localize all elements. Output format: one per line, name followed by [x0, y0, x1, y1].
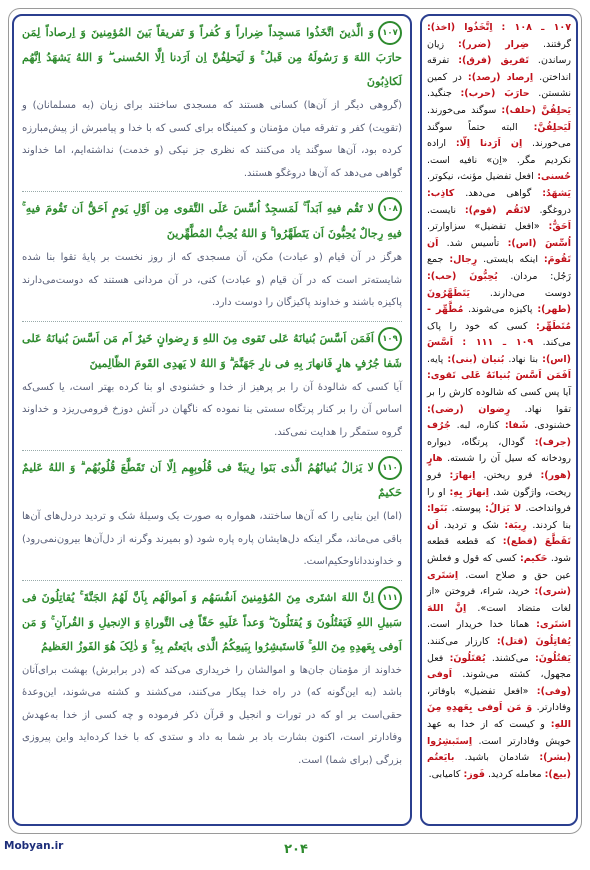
glossary-term: اِنهارَ بِهِ:	[449, 486, 489, 498]
glossary-meaning: البته حتماً سوگند می‌خورند.	[427, 121, 572, 150]
verses-panel	[12, 14, 412, 826]
verse-arabic	[22, 326, 402, 375]
glossary-meaning: «افعل تفضیل» سزاوارتر.	[427, 221, 540, 233]
verse-translation: خداوند از مؤمنان جان‌ها و اموالشان را خریداری می‌کند که (در برابرش) بهشت برای‌آنان باشد (به این‌گونه که) در راه خدا پیکار می‌کنند، می‌کشند و کشته می‌شوند، این‌وعدهٔ حقی‌است بر او که در تورات و انجیل و قرآن ذکر فرموده و چه کسی از خدا به‌عهدش وفادارتر است، اکنون بشارت باد بر شما به داد و ستدی که با خدا کرده‌اید واین پیروزی بزرگی (برای شما) است.	[22, 664, 402, 766]
glossary-term: یُقاتِلُونَ (قتل):	[496, 635, 571, 647]
verse-text: اِنَّ اللهَ اشتَری مِنَ المُؤمِنینَ اَنفُسَهُم وَ اَموالَهُم بِاَنَّ لَهُمُ الجَنَّةَ ۚ یُقاتِلُونَ فی سَبیلِ اللهِ فَیَقتُلُونَ وَ یُقتَلُونَ ۖ وَعداً عَلَیهِ حَقّاً فِی التَّوراةِ وَ الاِنجیلِ وَ القُرآنِ ۚ وَ مَن اَوفی بِعَهدِهِ مِنَ اللهِ ۚ فَاستَبشِرُوا بِبَیعِکُمُ الَّذی بایَعتُم بِهِ ۚ وَ ذٰلِکَ هُوَ الفَوزُ العَظیمُ	[22, 589, 402, 653]
verse-arabic	[22, 20, 402, 93]
glossary-term: هارٍ (هور):	[427, 453, 571, 482]
site-watermark: Mobyan.ir	[4, 840, 64, 852]
glossary-meaning: گرفتند.	[542, 38, 571, 50]
glossary-meaning: بنا نهاد.	[508, 353, 539, 365]
verse-arabic	[22, 196, 402, 245]
glossary-term: اَحَقُّ:	[548, 221, 571, 233]
verse-number-badge: ۱۰۹	[378, 327, 402, 351]
glossary-term: اَن تَقُومَ:	[427, 237, 571, 266]
glossary-meaning: می‌کشند.	[491, 652, 529, 664]
glossary-term: یَشهَدُ:	[542, 187, 571, 199]
glossary-meaning: «افعل تفضیل» باوفاتر، وفادارتر.	[427, 685, 571, 714]
glossary-meaning: کسی که خود را پاک می‌کند.	[427, 320, 571, 349]
glossary-meaning: اراده نکردیم مگر. «اِن» نافیه است.	[427, 138, 571, 166]
glossary-meaning: که قطعه قطعه شود.	[427, 536, 571, 564]
glossary-meaning: بنا کردند.	[532, 519, 571, 531]
glossary-term: اِستَبشِرُوا (بشر):	[427, 735, 571, 764]
verse-translation: (گروهی دیگر از آن‌ها) کسانی هستند که مسجدی ساختند برای زیان (به مسلمانان) و (تقویت) کفر و تفرقه میان مؤمنان و کمینگاه برای کسی که با خدا و پیامبرش از پیش‌مبارزه کرده بود، آن‌ها سوگند یاد می‌کنند که نظری جز نیکی (و خدمت) نداشته‌ایم، اما خداوند گواهی می‌دهد که آن‌ها دروغگو هستند.	[22, 100, 402, 179]
glossary-term: فَوز:	[463, 768, 485, 780]
glossary-meaning: دوست می‌دارند.	[489, 287, 571, 299]
glossary-meaning: کسی که قول و فعلش عین حق و صلاح است.	[427, 553, 571, 581]
glossary-term: ۱۰۹ ـ ۱۱۱ :	[462, 337, 534, 349]
glossary-term: اِن اَرَدنا اِلّا:	[455, 138, 523, 150]
divider	[22, 580, 402, 581]
glossary-meaning: افعل تفضیل مؤنث، نیکوتر.	[427, 171, 534, 183]
glossary-meaning: تفرقه انداختن.	[427, 55, 572, 83]
glossary-term: اِشتَری (شری):	[427, 569, 571, 598]
divider	[22, 191, 402, 192]
glossary-meaning: او را فروانداخت.	[427, 486, 571, 515]
verse-text: لا تَقُم فیهِ اَبَداً ۚ لَمَسجِدٌ اُسِّسَ عَلَی التَّقوی مِن اَوَّلِ یَومٍ اَحَقُّ اَن تَقُومَ فیهِ ۚ فیهِ رِجالٌ یُحِبُّونَ اَن یَتَطَهَّرُوا ۚ وَ اللهُ یُحِبُّ المُطَّهِّرینَ	[22, 201, 402, 240]
glossary-meaning: و کیست که از خدا به عهد خویش وفادارتر است.	[427, 718, 571, 747]
glossary-meaning: جنگید.	[427, 88, 452, 100]
glossary-term: اِنهارَ:	[449, 470, 476, 482]
glossary-meaning: شک و تردید.	[443, 519, 499, 531]
glossary-meaning: اینکه بایستی.	[483, 254, 538, 266]
glossary-meaning: تأسیس شد.	[446, 237, 500, 249]
glossary-meaning: فرو ریخت، واژگون شد.	[427, 470, 571, 498]
glossary-term: اِرصاد (رصد):	[467, 71, 534, 83]
glossary-meaning: معامله کردید.	[487, 768, 542, 780]
glossary-term: شَفا:	[504, 420, 529, 432]
glossary-term: حُسنی:	[537, 171, 571, 183]
glossary-meaning: فعل مجهول، کشته می‌شوند.	[427, 652, 571, 681]
glossary-term: لَیَحلِفُنَّ:	[533, 121, 571, 133]
glossary-meaning: خرید، شراء، فروختن «از لغات متضاد است».	[427, 586, 571, 614]
verse-number-badge: ۱۰۸	[378, 197, 402, 221]
glossary-meaning: همانا خدا خریدار است.	[427, 619, 530, 631]
glossary-meaning: زیان رساندن.	[427, 38, 571, 67]
glossary-meaning: در کمین نشستن.	[427, 71, 571, 100]
divider	[22, 321, 402, 322]
verse-text: اَفَمَن اَسَّسَ بُنیانَهُ عَلی تَقوی مِنَ اللهِ وَ رِضوانٍ خَیرٌ اَم مَن اَسَّسَ بُنیانَهُ عَلی شَفا جُرُفٍ هارٍ فَانهارَ بِهِ فی نارِ جَهَنَّمَ ۗ وَ اللهُ لا یَهدِی القَومَ الظّالِمینَ	[22, 330, 402, 370]
glossary-term: اِتَّخَذُوا (اخذ):	[427, 22, 493, 33]
verse-translation: (اما) این بنایی را که آن‌ها ساختند، همواره به صورت یک وسیلهٔ شک و تردید دردل‌های آن‌ها باقی می‌ماند، مگر اینکه دل‌هایشان پاره پاره شود (و بمیرند وگرنه از دل‌آن‌ها بیرون‌نمی‌رود) و خداوندداناوحکیم‌است.	[22, 511, 402, 567]
glossary-meaning: پیوسته.	[451, 503, 481, 515]
glossary-term: ضِرار (ضرر):	[458, 38, 530, 50]
glossary-term: اِنَّ اللهَ اشتَری:	[427, 602, 571, 631]
verse-number-badge: ۱۱۱	[378, 586, 402, 610]
glossary-term: حَکیم:	[519, 553, 548, 564]
glossary-term: یُحِبُّونَ (حب):	[427, 270, 498, 282]
glossary-meaning: گواهی می‌دهد.	[465, 187, 532, 199]
glossary-meaning: گودال، پرتگاه، دیواره رودخانه که سیل آن را شسته.	[427, 436, 571, 465]
glossary-term: یُقتَلُونَ:	[449, 652, 486, 664]
glossary-meaning: شادمان باشید.	[464, 752, 530, 764]
glossary-term: اُسِّسَ (اس):	[507, 237, 571, 249]
glossary-term: اَفَمَن اَسَّسَ بُنیانَهُ عَلی تَقوی:	[427, 370, 571, 382]
glossary-term: لا یَزالُ:	[485, 503, 522, 515]
verse-arabic	[22, 455, 402, 504]
glossary-term: بَنَوا:	[427, 503, 448, 515]
glossary-term: اَن تَقَطَّعَ (قطع):	[427, 519, 571, 548]
glossary-meaning: فرو ریختن.	[483, 470, 533, 482]
glossary-meaning: نایست.	[427, 204, 457, 216]
verse-number-badge: ۱۱۰	[378, 456, 402, 480]
glossary-meaning: کارزار می‌کنند.	[427, 635, 490, 647]
glossary-term: اَوفی (وفی):	[427, 669, 571, 697]
glossary-term: جُرُف (جرف):	[427, 420, 571, 448]
glossary-header: ۱۰۷ ـ ۱۰۸ :	[501, 22, 571, 33]
glossary-panel	[420, 14, 578, 826]
glossary-meaning: جمع رَجُل: مردان.	[427, 254, 571, 282]
verse-text: لا یَزالُ بُنیانُهُمُ الَّذی بَنَوا رِیبَةً فی قُلُوبِهِم اِلّا اَن تَقَطَّعَ قُلُوبُهُم ۗ وَ اللهُ عَلیمٌ حَکیمٌ	[22, 460, 402, 499]
glossary-term: لاتَقُم (قوم):	[464, 204, 531, 216]
glossary-term: کاذِب:	[427, 187, 455, 199]
glossary-term: بایَعتُم (بیع):	[427, 752, 571, 780]
glossary-term: یَقتُلُونَ:	[534, 652, 571, 664]
glossary-meaning: سوگند می‌خورند.	[427, 104, 497, 116]
glossary-term: مُطَّهِّر - مُتَطَهِّر:	[427, 304, 571, 332]
verse-text: وَ الَّذینَ اتَّخَذُوا مَسجِداً ضِراراً وَ کُفراً وَ تَفریقاً بَینَ المُؤمِنینَ وَ اِرصاداً لِمَن حارَبَ اللهَ وَ رَسُولَهُ مِن قَبلُ ۚ وَ لَیَحلِفُنَّ اِن اَرَدنا اِلَّا الحُسنی ۖ وَ اللهُ یَشهَدُ اِنَّهُم لَکاذِبُونَ	[22, 25, 402, 88]
glossary-term: یَتَطَهَّرُونَ (طهر):	[427, 287, 571, 316]
verse-number-badge: ۱۰۷	[378, 21, 402, 45]
glossary-term: رِضوان (رضی):	[427, 403, 511, 415]
glossary-term: رِجال:	[449, 254, 478, 266]
verse-translation: هرگز در آن قیام (و عبادت) مکن، آن مسجدی که از روز نخست بر پایهٔ تقوا بنا شده شایسته‌تر است که در آن قیام (و عبادت) کنی، در آن مردانی هستند که دوست‌می‌دارند پاکیزه باشند و خداوند پاکیزگان را دوست دارد.	[22, 252, 402, 308]
glossary-term: حارَبَ (حرب):	[460, 88, 530, 100]
glossary-term: یَحلِفُنَّ (حلف):	[501, 104, 571, 116]
glossary-term: اَسَّسَ (اس):	[427, 337, 571, 365]
glossary-list	[427, 22, 571, 780]
glossary-meaning: خشنودی.	[534, 420, 571, 432]
glossary-meaning: پایه.	[427, 353, 444, 365]
glossary-term: تَفریق (فرق):	[458, 55, 529, 67]
glossary-meaning: دروغگو.	[539, 204, 571, 216]
glossary-meaning: پاکیزه می‌شوند.	[468, 304, 533, 316]
verse-translation: آیا کسی که شالودهٔ آن را بر پرهیز از خدا و خشنودی او بنا کرده بهتر است، یا کسی‌که اساس آن را بر کنار پرتگاه سستی بنا نموده که ناگهان در آتش دوزخ فرومی‌ریزد و خداوند گروه ستمگر را هدایت نمی‌کند.	[22, 381, 402, 438]
glossary-term: بُنیان (بنی):	[447, 353, 505, 365]
glossary-meaning: آیا پس کسی که شالوده کارش را بر تقوا نهاد.	[427, 387, 571, 415]
glossary-meaning: کامیابی.	[428, 768, 461, 780]
verse-arabic	[22, 585, 402, 658]
glossary-term: رِیبَة:	[504, 519, 527, 531]
glossary-term: وَ مَن اَوفی بِعَهدِهِ مِنَ اللهِ:	[427, 702, 571, 730]
divider	[22, 450, 402, 451]
glossary-meaning: کناره، لبه.	[456, 420, 500, 432]
page-number: ۲۰۴	[284, 842, 308, 857]
